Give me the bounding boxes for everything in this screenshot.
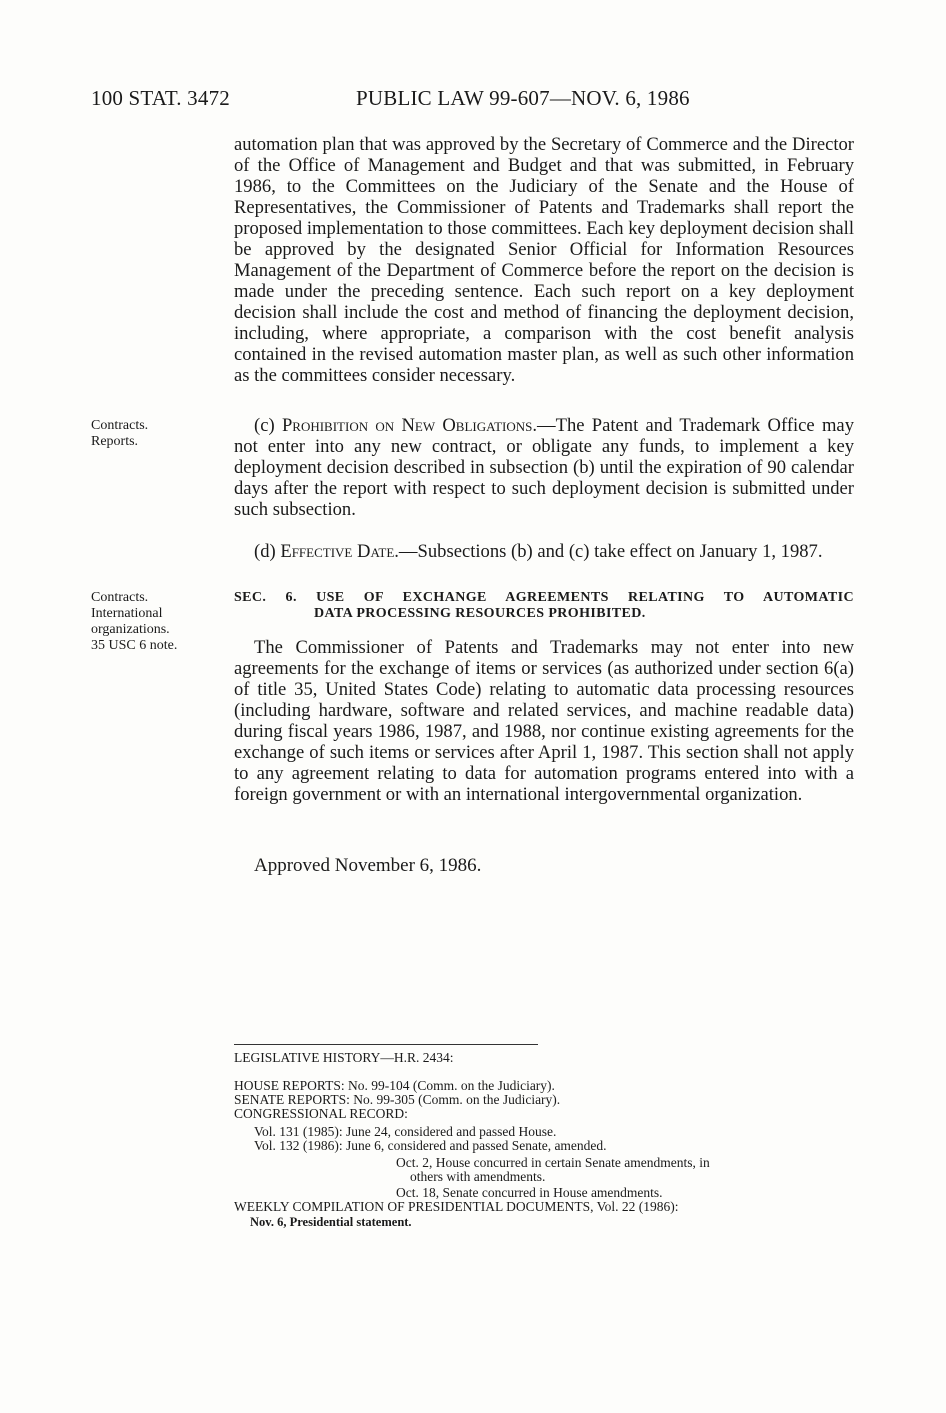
section-6-heading-line1: SEC. 6. USE OF EXCHANGE AGREEMENTS RELATING TO AUTOMATIC: [234, 590, 854, 605]
presidential-statement: Nov. 6, Presidential statement.: [250, 1215, 412, 1229]
legislative-history-title: LEGISLATIVE HISTORY—H.R. 2434:: [234, 1050, 454, 1065]
subsection-d-text: .—Subsections (b) and (c) take effect on January 1, 1987.: [394, 541, 823, 562]
section-6-heading-line2: DATA PROCESSING RESOURCES PROHIBITED.: [314, 606, 646, 621]
subsection-d: [234, 541, 854, 562]
continuation-text: automation plan that was approved by the Secretary of Commerce and the Director of the Office of Management and Budget and that was submitted, in February 1986, to the Committees on the Judiciary of the Senate and the House of Representatives, the Commissioner of Patents and Trademarks shall report the proposed implementation to those committees. Each key deployment decision shall be approved by the designated Senior Official for Information Resources Management of the Department of Commerce before the report on the decision is made under the preceding sentence. Each such report on a key deployment decision shall include the cost and method of financing the deployment decision, including, where appropriate, a comparison with the cost benefit analysis contained in the revised automation master plan, as well as such other information as the committees consider necessary.: [234, 134, 854, 386]
margin-note-line: organizations.: [91, 622, 170, 637]
subsection-c-text: .—The Patent and Trademark Office may not enter into any new contract, or obligate any funds, to implement a key deployment decision described in subsection (b) until the expiration of 90 calendar days after the report with respect to such deployment decision is submitted under such subsection.: [234, 415, 854, 520]
weekly-compilation: WEEKLY COMPILATION OF PRESIDENTIAL DOCUMENTS, Vol. 22 (1986):: [234, 1199, 679, 1214]
record-oct-18: Oct. 18, Senate concurred in House amendments.: [396, 1185, 663, 1200]
margin-note-line: International: [91, 606, 163, 621]
running-head: [91, 86, 851, 116]
congressional-record: CONGRESSIONAL RECORD:: [234, 1106, 408, 1121]
margin-note-contracts-reports: [91, 418, 148, 450]
record-oct-2-cont: others with amendments.: [410, 1169, 546, 1184]
margin-note-line: 35 USC 6 note.: [91, 638, 178, 653]
senate-reports: SENATE REPORTS: No. 99-305 (Comm. on the Judiciary).: [234, 1092, 561, 1107]
subsection-c-label: (c): [254, 415, 282, 436]
section-divider: [234, 1044, 538, 1045]
subsection-c: [234, 415, 854, 520]
continuation-paragraph: [234, 134, 854, 386]
subsection-d-heading: Effective Date: [280, 541, 395, 562]
subsection-c-heading: Prohibition on New Obligations: [281, 415, 533, 436]
law-title: PUBLIC LAW 99-607—NOV. 6, 1986: [356, 86, 690, 110]
section-6-body: [234, 637, 854, 805]
approval-date: Approved November 6, 1986.: [254, 855, 482, 876]
margin-note-sec6: [91, 590, 177, 654]
record-vol-132: Vol. 132 (1986): June 6, considered and passed Senate, amended.: [254, 1138, 607, 1153]
margin-note-line: Contracts.: [91, 590, 149, 605]
section-6-text: The Commissioner of Patents and Trademarks may not enter into new agreements for the exchange of items or services (as authorized under section 6(a) of title 35, United States Code) relating to automatic data processing resources (including hardware, software and related services, and machine readable data) during fiscal years 1986, 1987, and 1988, nor continue existing agreements for the exchange of such items or services after April 1, 1987. This section shall not apply to any agreement relating to data for automation programs entered into with a foreign government or with an international intergovernmental organization.: [234, 637, 854, 805]
margin-note-line: Contracts.: [91, 418, 149, 433]
record-oct-2: Oct. 2, House concurred in certain Senate amendments, in: [396, 1155, 710, 1170]
record-vol-131: Vol. 131 (1985): June 24, considered and passed House.: [254, 1124, 557, 1139]
section-6-heading: [234, 590, 854, 622]
subsection-d-label: (d): [254, 541, 281, 562]
house-reports: HOUSE REPORTS: No. 99-104 (Comm. on the Judiciary).: [234, 1078, 555, 1093]
stat-page-number: 100 STAT. 3472: [91, 86, 230, 110]
margin-note-line: Reports.: [91, 434, 139, 449]
